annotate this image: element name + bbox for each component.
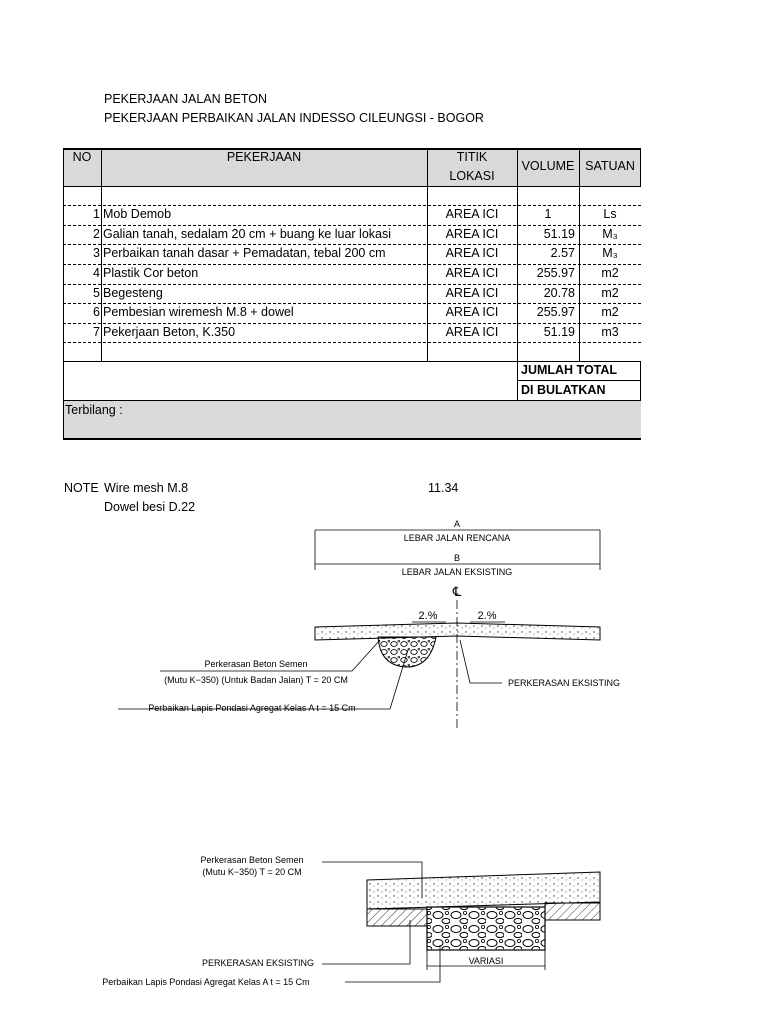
row-no: 3 — [93, 246, 100, 260]
slope-left-label: 2.% — [418, 610, 438, 622]
eksisting-label-2: PERKERASAN EKSISTING — [201, 958, 315, 968]
beton-label-line1: Perkerasan Beton Semen — [204, 659, 308, 669]
row-lokasi: AREA ICI — [445, 305, 499, 319]
existing-pavement-right — [545, 903, 600, 920]
header-satuan: SATUAN — [585, 159, 635, 173]
row-no: 1 — [93, 207, 100, 221]
note-item-wiremesh-value: 11.34 — [428, 481, 459, 495]
row-pekerjaan: Begesteng — [103, 286, 163, 300]
beton-label-2-line2: (Mutu K−350) T = 20 CM — [202, 867, 302, 877]
row-pekerjaan: Pekerjaan Beton, K.350 — [103, 325, 236, 339]
row-pekerjaan: Perbaikan tanah dasar + Pemadatan, tebal 200 cm — [103, 246, 386, 260]
header-pekerjaan: PEKERJAAN — [226, 150, 302, 164]
header-volume: VOLUME — [521, 159, 575, 173]
row-pekerjaan: Plastik Cor beton — [103, 266, 199, 280]
row-satuan: m2 — [601, 286, 619, 300]
row-no: 4 — [93, 266, 100, 280]
row-satuan: M₃ — [602, 227, 618, 241]
dimension-b-text: LEBAR JALAN EKSISTING — [401, 567, 513, 577]
row-satuan: m2 — [601, 305, 619, 319]
row-lokasi: AREA ICI — [445, 266, 499, 280]
beton-label-line2: (Mutu K−350) (Untuk Badan Jalan) T = 20 CM — [164, 675, 348, 685]
row-volume: 255.97 — [536, 305, 575, 319]
row-no: 5 — [93, 286, 100, 300]
row-volume: 1 — [544, 207, 552, 221]
row-lokasi: AREA ICI — [445, 325, 499, 339]
row-satuan: m3 — [601, 325, 619, 339]
row-pekerjaan: Pembesian wiremesh M.8 + dowel — [103, 305, 294, 319]
existing-pavement-left — [367, 909, 427, 926]
dimension-b-label: B — [453, 553, 461, 563]
aggregate-base-2 — [427, 907, 545, 950]
beton-label-2-line1: Perkerasan Beton Semen — [200, 855, 304, 865]
jumlah-total-label: JUMLAH TOTAL — [521, 363, 618, 377]
note-label: NOTE — [64, 481, 99, 495]
row-lokasi: AREA ICI — [445, 207, 499, 221]
header-titik: TITIK — [456, 150, 488, 164]
note-item-wiremesh: Wire mesh M.8 — [104, 481, 189, 495]
dimension-a-text: LEBAR JALAN RENCANA — [403, 533, 511, 543]
dimension-a-label: A — [453, 519, 461, 529]
row-pekerjaan: Galian tanah, sedalam 20 cm + buang ke luar lokasi — [103, 227, 392, 241]
row-lokasi: AREA ICI — [445, 246, 499, 260]
header-lokasi: LOKASI — [449, 169, 495, 183]
eksisting-label: PERKERASAN EKSISTING — [508, 678, 621, 688]
row-no: 6 — [93, 305, 100, 319]
row-lokasi: AREA ICI — [445, 286, 499, 300]
terbilang-label: Terbilang : — [65, 403, 123, 417]
row-volume: 51.19 — [543, 227, 575, 241]
pondasi-label: Perbaikan Lapis Pondasi Agregat Kelas A t = 15 Cm — [148, 703, 356, 713]
note-item-dowel: Dowel besi D.22 — [104, 500, 196, 514]
row-volume: 2.57 — [550, 246, 575, 260]
row-no: 2 — [93, 227, 100, 241]
row-pekerjaan: Mob Demob — [103, 207, 172, 221]
row-satuan: m2 — [601, 266, 619, 280]
header-no: NO — [72, 150, 92, 164]
row-satuan: M₃ — [602, 246, 618, 260]
row-volume: 20.78 — [543, 286, 575, 300]
row-no: 7 — [93, 325, 100, 339]
document-title: PEKERJAAN JALAN BETON — [104, 92, 268, 106]
row-volume: 51.19 — [543, 325, 575, 339]
row-volume: 255.97 — [536, 266, 575, 280]
pondasi-label-2: Perbaikan Lapis Pondasi Agregat Kelas A t = 15 Cm — [102, 977, 310, 987]
document-subtitle: PEKERJAAN PERBAIKAN JALAN INDESSO CILEUNGSI - BOGOR — [104, 111, 484, 125]
row-satuan: Ls — [603, 207, 617, 221]
variasi-label: VARIASI — [468, 956, 504, 966]
row-lokasi: AREA ICI — [445, 227, 499, 241]
slope-right-label: 2.% — [477, 610, 497, 622]
di-bulatkan-label: DI BULATKAN — [521, 383, 606, 397]
centerline-symbol: ℄ — [452, 584, 462, 599]
